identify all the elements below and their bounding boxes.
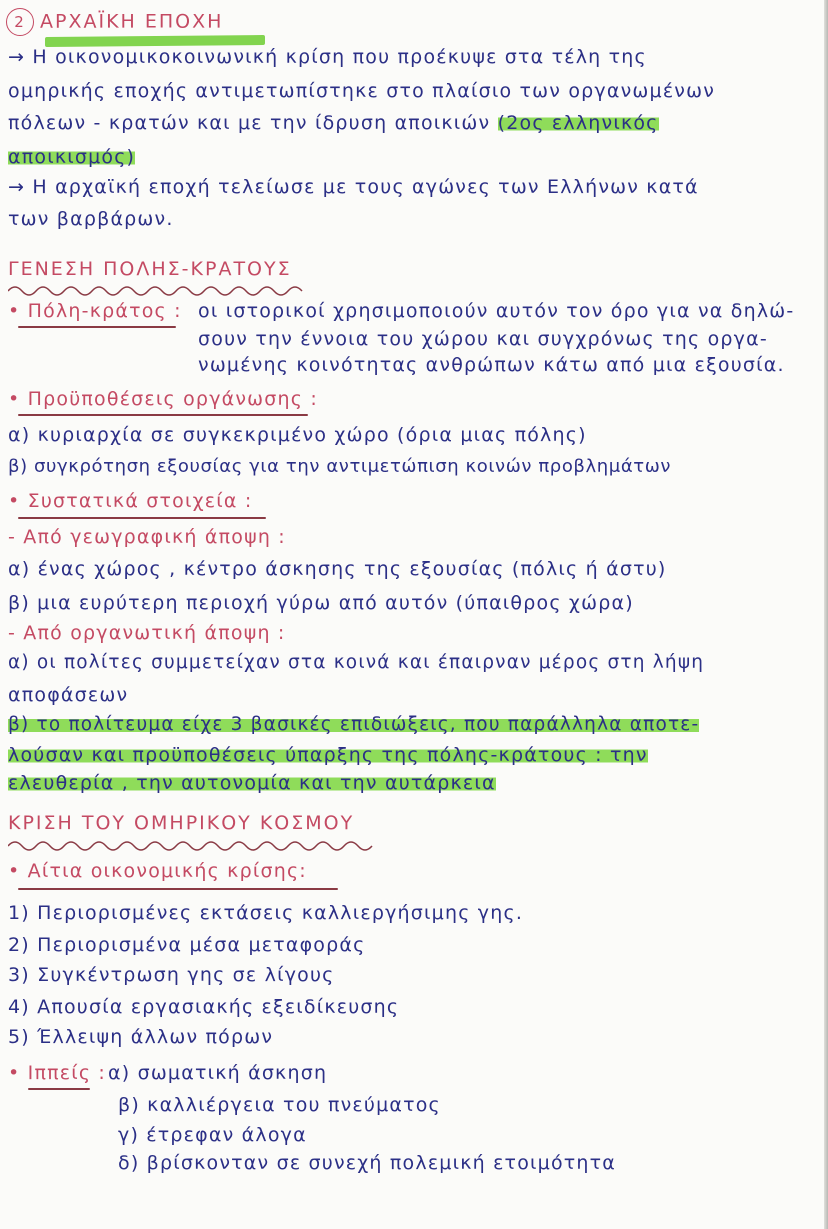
political-b-line-2 xyxy=(8,744,648,766)
highlight-political-b-3: ελευθερία , την αυτονομία και την αυτάρκεια xyxy=(8,772,496,794)
page-title xyxy=(6,8,223,36)
highlight-colonization: (2ος ελληνικός xyxy=(497,112,659,134)
definition-underline xyxy=(18,326,176,328)
political-a-line-1: α) οι πολίτες συμμετείχαν στα κοινά και έπαιρναν μέρος στη λήψη xyxy=(8,652,705,673)
knight-a: α) σωματική άσκηση xyxy=(108,1062,328,1084)
definition-label: • Πόλη-κράτος : xyxy=(8,300,182,322)
causes-label: • Αίτια οικονομικής κρίσης: xyxy=(8,860,307,882)
causes-underline xyxy=(18,888,338,890)
political-a-line-2: αποφάσεων xyxy=(8,684,129,706)
definition-line-3: νωμένης κοινότητας ανθρώπων κάτω από μια εξουσία. xyxy=(198,354,785,376)
highlight-political-b-2: λούσαν και προϋποθέσεις ύπαρξης της πόλης-κράτους : την xyxy=(8,744,648,766)
cause-2: 2) Περιορισμένα μέσα μεταφοράς xyxy=(8,934,366,956)
intro-line-6: των βαρβάρων. xyxy=(8,208,174,230)
knights-underline xyxy=(28,1088,90,1090)
section-heading-polis: ΓΕΝΕΣΗ ΠΟΛΗΣ-ΚΡΑΤΟΥΣ xyxy=(8,258,292,280)
page-edge xyxy=(824,0,828,1229)
intro-line-2: ομηρικής εποχής αντιμετωπίστηκε στο πλαίσιο των οργανωμένων xyxy=(8,80,716,102)
political-b-line-1 xyxy=(8,714,699,735)
intro-line-5: → Η αρχαϊκή εποχή τελείωσε με τους αγώνες των Ελλήνων κατά xyxy=(8,176,699,198)
highlight-colonization-end: αποικισμός) xyxy=(8,146,136,168)
intro-line-3: πόλεων - κρατών και με την ίδρυση αποικιών (2ος ελληνικός xyxy=(8,112,659,134)
prerequisite-b: β) συγκρότηση εξουσίας για την αντιμετώπιση κοινών προβλημάτων xyxy=(8,456,672,477)
political-label: - Από οργανωτική άποψη : xyxy=(8,622,286,644)
features-label: • Συστατικά στοιχεία : xyxy=(8,490,253,512)
political-b-line-3 xyxy=(8,772,496,794)
features-underline xyxy=(18,517,266,519)
knight-c: γ) έτρεφαν άλογα xyxy=(118,1124,307,1146)
definition-line-1: οι ιστορικοί χρησιμοποιούν αυτόν τον όρο για να δηλώ- xyxy=(198,300,795,322)
geographic-label: - Από γεωγραφική άποψη : xyxy=(8,526,286,548)
cause-4: 4) Απουσία εργασιακής εξειδίκευσης xyxy=(8,996,400,1018)
geographic-a: α) ένας χώρος , κέντρο άσκησης της εξουσίας (πόλις ή άστυ) xyxy=(8,558,667,580)
cause-1: 1) Περιορισμένες εκτάσεις καλλιεργήσιμης γης. xyxy=(8,902,524,924)
title-text: ΑΡΧΑΪΚΗ ΕΠΟΧΗ xyxy=(40,10,224,33)
cause-3: 3) Συγκέντρωση γης σε λίγους xyxy=(8,964,335,986)
highlight-political-b-1: β) το πολίτευμα είχε 3 βασικές επιδιώξεις, που παράλληλα αποτε- xyxy=(8,714,700,735)
intro-line-4 xyxy=(8,146,135,168)
definition-line-2: σουν την έννοια του χώρου και συγχρόνως της οργα- xyxy=(198,328,768,350)
wavy-underline-icon xyxy=(8,283,308,297)
knight-d: δ) βρίσκονταν σε συνεχή πολεμική ετοιμότητα xyxy=(118,1152,617,1174)
knights-label: • Ιππείς : xyxy=(8,1062,107,1084)
geographic-b: β) μια ευρύτερη περιοχή γύρω από αυτόν (ύπαιθρος χώρα) xyxy=(8,592,634,614)
intro-line-1: → Η οικονομικοκοινωνική κρίση που προέκυψε στα τέλη της xyxy=(8,46,647,68)
prerequisites-label: • Προϋποθέσεις οργάνωσης : xyxy=(8,388,318,410)
prerequisites-underline xyxy=(18,414,308,416)
wavy-underline-icon xyxy=(8,838,378,852)
prerequisite-a: α) κυριαρχία σε συγκεκριμένο χώρο (όρια μιας πόλης) xyxy=(8,424,587,446)
section-heading-crisis: ΚΡΙΣΗ ΤΟΥ ΟΜΗΡΙΚΟΥ ΚΟΣΜΟΥ xyxy=(8,812,355,834)
knight-b: β) καλλιέργεια του πνεύματος xyxy=(118,1094,441,1116)
cause-5: 5) Έλλειψη άλλων πόρων xyxy=(8,1026,274,1048)
section-number-badge: 2 xyxy=(6,8,34,36)
